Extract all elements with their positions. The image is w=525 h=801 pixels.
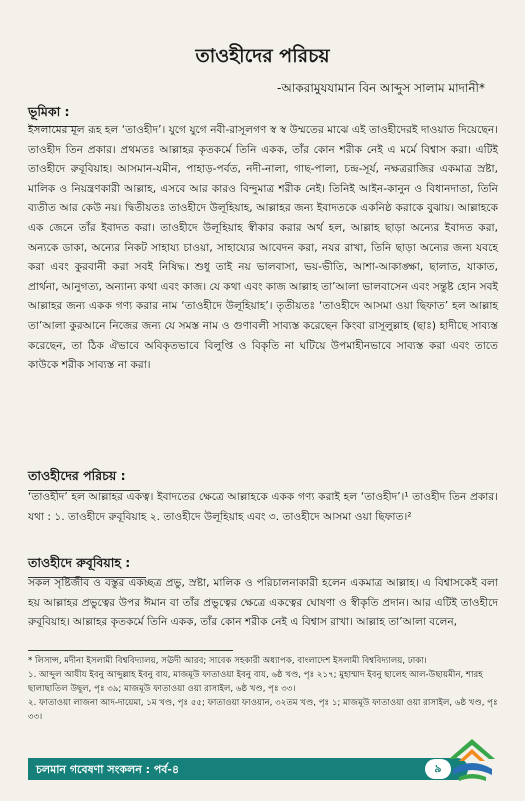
- definition-paragraph: ‘তাওহীদ’ হল আল্লাহর একত্ব। ইবাদতের ক্ষেত্রে আল্লাহকে একক গণ্য করাই হল ‘তাওহীদ’।¹ তাওহীদ তিন প্রকার। যথা : ১. তাওহীদে রুবূবিয়াহ ২. তাওহীদে উলূহিয়াহ এবং ৩. তাওহীদে আসমা ওয়া ছিফাত।²: [28, 491, 498, 523]
- rububiyah-heading: [28, 555, 130, 575]
- definition-heading: [28, 468, 126, 488]
- footnote-1: ১. আব্দুল আযীয ইবনু আব্দুল্লাহ ইবনু বায, মাজমূউ ফাতাওয়া ইবনু বায, ৬ষ্ঠ খণ্ড, পৃঃ ২১৭; মুহাম্মাদ ইবনু ছালেহ আল-উছায়মীন, শারহ ছালাছাতিল উছূল, পৃঃ ৩৯; মাজমূউ ফাতাওয়া ওয়া রাসাইল, ৬ষ্ঠ খণ্ড, পৃঃ ৩৩।: [28, 670, 483, 694]
- publisher-logo-icon: [445, 735, 500, 785]
- rububiyah-heading-text: তাওহীদে রুবূবিয়াহ :: [28, 555, 131, 570]
- footnote-rule: [28, 650, 233, 651]
- footnote-2: ২. ফাতাওয়া লাজনা আদ-দায়েমা, ১ম খণ্ড, পৃঃ ৫৫; ফাতাওয়া ফাওয়ান, ৩২তম খণ্ড, পৃঃ ১; মাজমূউ ফাতাওয়া ওয়া রাসাইল, ৬ষ্ঠ খণ্ড, পৃঃ ৩৩।: [28, 698, 498, 722]
- page-number: ৯: [425, 759, 451, 779]
- definition-heading-text: তাওহীদের পরিচয় :: [28, 468, 126, 483]
- footnotes: [28, 654, 500, 724]
- intro-paragraph: ইসলামের মূল রূহ হল ‘তাওহীদ’। যুগে যুগে নবী-রাসূলগণ স্ব স্ব উম্মতের মাঝে এই তাওহীদেরই দাওয়াত দিয়েছেন। তাওহীদ তিন প্রকার। প্রথমতঃ আল্লাহর কৃতকর্মে তিনি একক, তাঁর কোন শরীক নেই এ মর্মে বিশ্বাস করা। এটিই তাওহীদে রুবূবিয়াহ। আসমান-যমীন, পাহাড়-পর্বত, নদী-নালা, গাছ-পালা, চন্দ্র-সূর্য, নক্ষত্ররাজির একমাত্র স্রষ্টা, মালিক ও নিয়ন্ত্রণকারী আল্লাহ, এসবে আর কারও বিন্দুমাত্র শরীক নেই। তিনিই আইন-কানুন ও বিধানদাতা, তিনি ব্যতীত আর কেউ নয়। দ্বিতীয়তঃ তাওহীদে উলূহিয়াহ, আল্লাহর জন্য ইবাদতকে একনিষ্ঠ করাকে বুঝায়। আল্লাহকে এক জেনে তাঁর ইবাদত করা। তাওহীদে উলূহিয়াহ স্বীকার করার অর্থ হল, আল্লাহ ছাড়া অন্যের ইবাদত করা, অন্যকে ডাকা, অন্যের নিকট সাহায্য চাওয়া, সাহায্যের আবেদন করা, নযর রাখা, তিনি ছাড়া অন্যের জন্য যবহে করা এবং কুরবানী করা সবই নিষিদ্ধ। শুধু তাই নয় ভালবাসা, ভয়-ভীতি, আশা-আকাঙ্ক্ষা, ছালাত, যাকাত, প্রার্থনা, আনুগত্য, অন্যান্য কথা এবং কাজ। যে কথা এবং কাজ আল্লাহ তা’আলা ভালবাসেন এবং সন্তুষ্ট হোন সবই আল্লাহর জন্য একক গণ্য করার নাম ‘তাওহীদে উলূহিয়াহ’। তৃতীয়তঃ ‘তাওহীদে আসমা ওয়া ছিফাত’ হল আল্লাহ তা’আলা কুরআনে নিজের জন্য যে সমস্ত নাম ও গুণাবলী সাব্যস্ত করেছেন কিংবা রাসূলুল্লাহ (ছাঃ) হাদীছে সাব্যস্ত করেছেন, তা ঠিক ঐভাবে অবিকৃতভাবে বিলুপ্তি ও বিকৃতি না ঘটিয়ে উপমাহীনভাবে সাব্যস্ত করা এবং তাতে কাউকে শরীক সাব্যস্ত না করা।: [28, 124, 498, 372]
- author-line: -আকরামুযযামান বিন আব্দুস সালাম মাদানী*: [277, 81, 485, 95]
- publication-title: চলমান গবেষণা সংকলন : পর্ব-৪: [36, 763, 180, 776]
- rububiyah-paragraph: সকল সৃষ্টিজীব ও বস্তুর একচ্ছত্র প্রভু, স্রষ্টা, মালিক ও পরিচালনাকারী হলেন একমাত্র আল্লাহ। এ বিশ্বাসকেই বলা হয় আল্লাহর প্রভুত্বের উপর ঈমান বা তাঁর প্রভুত্বের ক্ষেত্রে একত্বের ঘোষণা ও স্বীকৃতি প্রদান। আর এটিই তাওহীদে রুবূবিয়াহ। আল্লাহর কৃতকর্মে তিনি একক, তাঁর কোন শরীক নেই এ বিশ্বাস রাখা। আল্লাহ তা’আলা বলেন,: [28, 577, 498, 629]
- footnote-affiliation: * লিসান্স, মদীনা ইসলামী বিশ্ববিদ্যালয়, সঊদী আরব; সাবেক সহকারী অধ্যাপক, বাংলাদেশ ইসলামী বিশ্ববিদ্যালয়, ঢাকা।: [28, 656, 427, 666]
- article-title: তাওহীদের পরিচয়: [195, 45, 330, 67]
- intro-heading-text: ভূমিকা :: [28, 104, 70, 119]
